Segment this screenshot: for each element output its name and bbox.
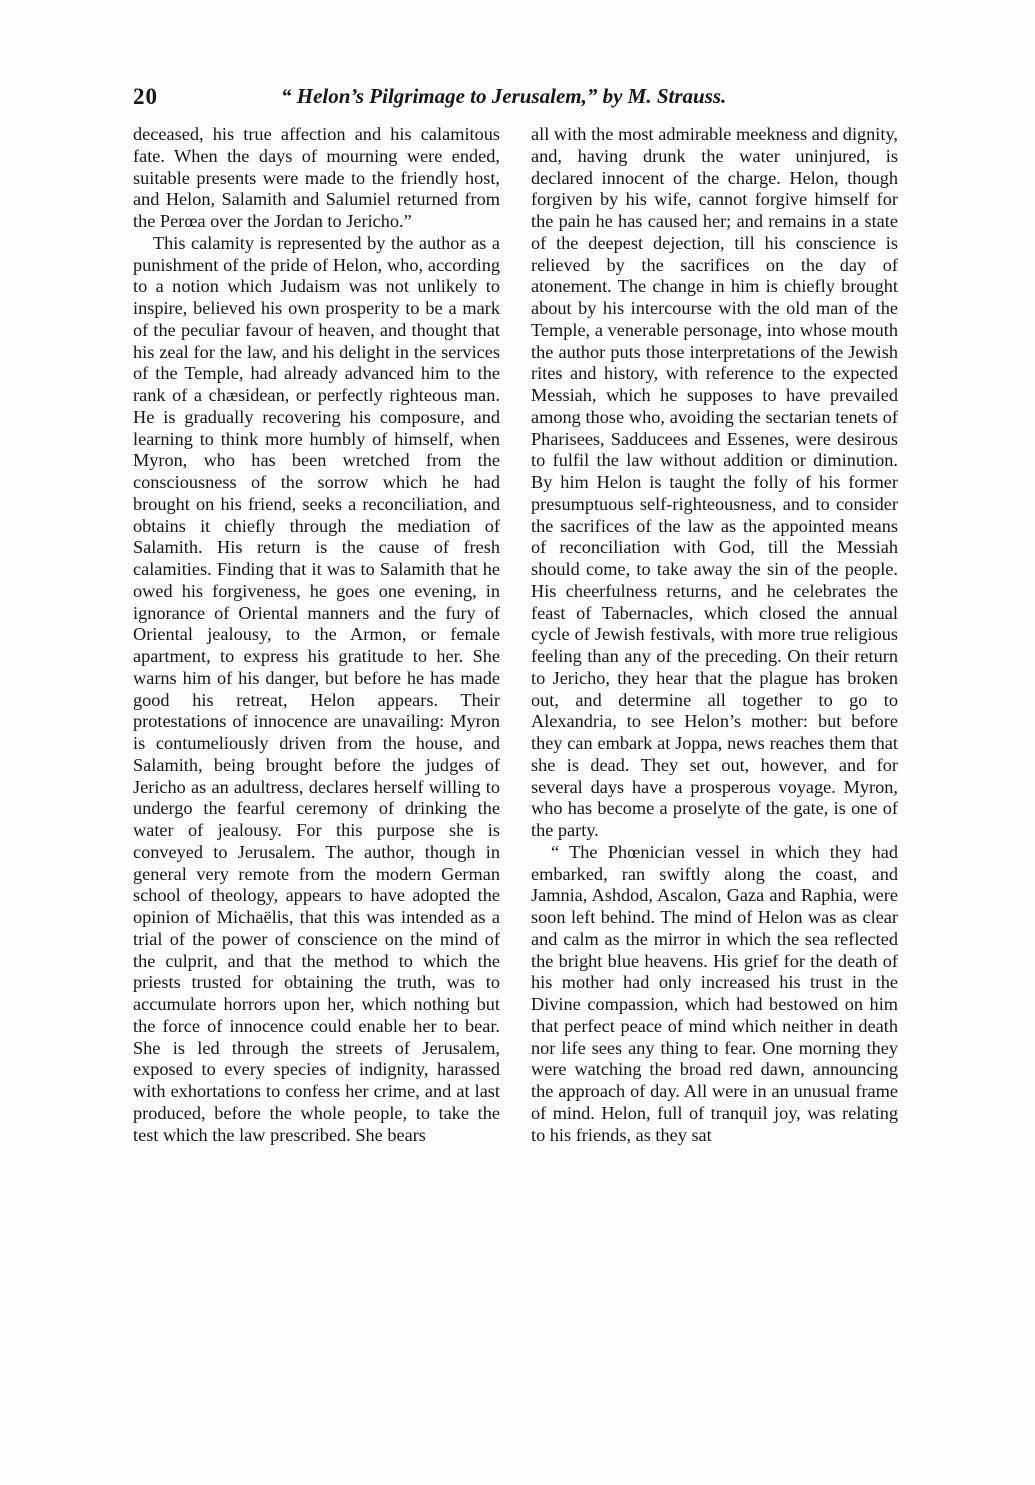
page-header xyxy=(133,84,908,124)
right-column xyxy=(531,124,898,1146)
paragraph: This calamity is represented by the author as a punishment of the pride of Helon, who, according to a notion which Judaism was not unlikely to inspire, believed his own prosperity to be a mark of the peculiar favour of heaven, and thought that his zeal for the law, and his delight in the services of the Temple, had already advanced him to the rank of a chæsidean, or perfectly righteous man. He is gradually recovering his composure, and learning to think more humbly of himself, when Myron, who has been wretched from the consciousness of the sorrow which he had brought on his friend, seeks a reconciliation, and obtains it chiefly through the mediation of Salamith. His return is the cause of fresh calamities. Finding that it was to Salamith that he owed his forgiveness, he goes one evening, in ignorance of Oriental manners and the fury of Oriental jealousy, to the Armon, or female apartment, to express his gratitude to her. She warns him of his danger, but before he has made good his retreat, Helon appears. Their protestations of innocence are unavailing: Myron is contumeliously driven from the house, and Salamith, being brought before the judges of Jericho as an adultress, declares herself willing to undergo the fearful ceremony of drinking the water of jealousy. For this purpose she is conveyed to Jerusalem. The author, though in general very remote from the modern German school of theology, appears to have adopted the opinion of Michaëlis, that this was intended as a trial of the power of conscience on the mind of the culprit, and that the method to which the priests trusted for obtaining the truth, was to accumulate horrors upon her, which nothing but the force of innocence could enable her to bear. She is led through the streets of Jerusalem, exposed to every species of indignity, harassed with exhortations to confess her crime, and at last produced, before the whole people, to take the test which the law prescribed. She bears xyxy=(133,232,500,1145)
page-number: 20 xyxy=(133,84,158,109)
paragraph: deceased, his true affection and his calamitous fate. When the days of mourning were ended, suitable presents were made to the friendly host, and Helon, Salamith and Salumiel returned from the Perœa over the Jordan to Jericho.” xyxy=(133,124,500,231)
running-head: “ Helon’s Pilgrimage to Jerusalem,” by M. Strauss. xyxy=(281,84,727,108)
paragraph: “ The Phœnician vessel in which they had embarked, ran swiftly along the coast, and Jamnia, Ashdod, Ascalon, Gaza and Raphia, were soon left behind. The mind of Helon was as clear and calm as the mirror in which the sea reflected the bright blue heavens. His grief for the death of his mother had only increased his trust in the Divine compassion, which had bestowed on him that perfect peace of mind which neither in death nor life sees any thing to fear. One morning they were watching the broad red dawn, announcing the approach of day. All were in an unusual frame of mind. Helon, full of tranquil joy, was relating to his friends, as they sat xyxy=(531,841,898,1145)
left-column xyxy=(133,124,500,1146)
paragraph: all with the most admirable meekness and dignity, and, having drunk the water uninjured, is declared innocent of the charge. Helon, though forgiven by his wife, cannot forgive himself for the pain he has caused her; and remains in a state of the deepest dejection, till his conscience is relieved by the sacrifices on the day of atonement. The change in him is chiefly brought about by his intercourse with the old man of the Temple, a venerable personage, into whose mouth the author puts those interpretations of the Jewish rites and history, with reference to the expected Messiah, which he supposes to have prevailed among those who, avoiding the sectarian tenets of Pharisees, Sadducees and Essenes, were desirous to fulfil the law without addition or diminution. By him Helon is taught the folly of his former presumptuous self-righteousness, and to consider the sacrifices of the law as the appointed means of reconciliation with God, till the Messiah should come, to take away the sin of the people. His cheerfulness returns, and he celebrates the feast of Tabernacles, which closed the annual cycle of Jewish festivals, with more true religious feeling than any of the preceding. On their return to Jericho, they hear that the plague has broken out, and determine all together to go to Alexandria, to see Helon’s mother: but before they can embark at Joppa, news reaches them that she is dead. They set out, however, and for several days have a prosperous voyage. Myron, who has become a proselyte of the gate, is one of the party. xyxy=(531,124,898,840)
